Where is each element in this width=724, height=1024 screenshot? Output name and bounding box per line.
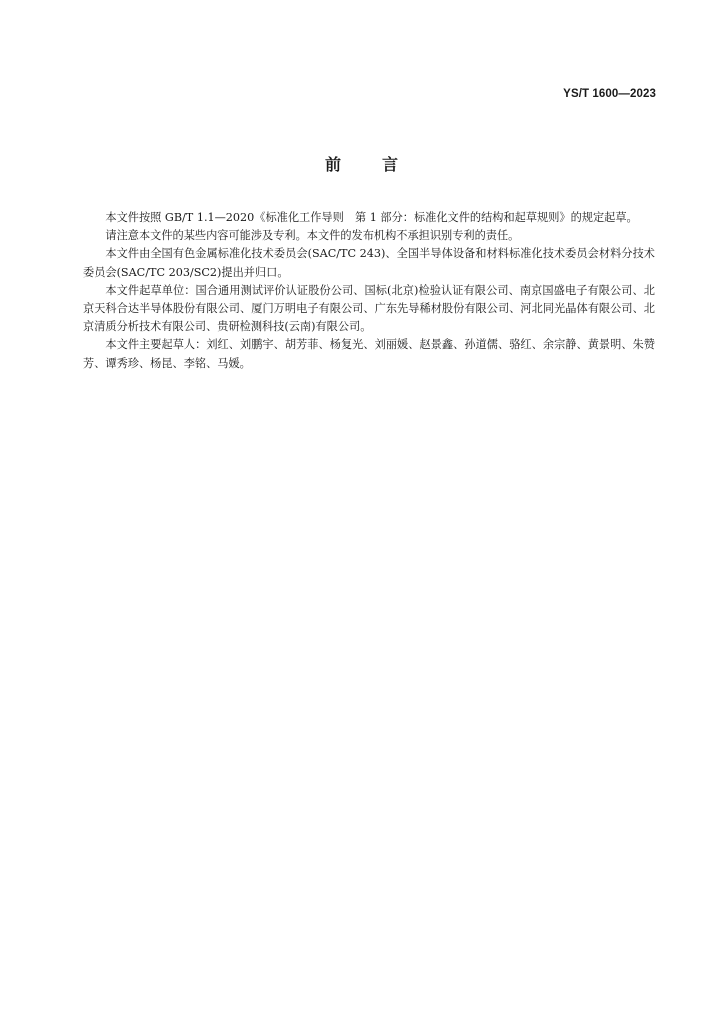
foreword-body — [83, 209, 655, 373]
title-part-2: 言 — [382, 155, 400, 174]
standard-number: YS/T 1600—2023 — [563, 88, 656, 100]
page-title — [0, 152, 724, 175]
paragraph-drafters: 本文件主要起草人：刘红、刘鹏宇、胡芳菲、杨复光、刘丽媛、赵景鑫、孙道儒、骆红、余宗静、黄景明、朱赞芳、谭秀珍、杨昆、李铭、马媛。 — [83, 338, 655, 370]
paragraph-proposer: 本文件由全国有色金属标准化技术委员会(SAC/TC 243)、全国半导体设备和材料标准化技术委员会材料分技术委员会(SAC/TC 203/SC2)提出并归口。 — [83, 247, 655, 279]
title-part-1: 前 — [324, 155, 342, 174]
paragraph-drafting-units: 本文件起草单位：国合通用测试评价认证股份公司、国标(北京)检验认证有限公司、南京国盛电子有限公司、北京天科合达半导体股份有限公司、厦门万明电子有限公司、广东先导稀材股份有限公司、河北同光晶体有限公司、北京清质分析技术有限公司、贵研检测科技(云南)有限公司。 — [83, 283, 655, 334]
paragraph-patent-notice: 请注意本文件的某些内容可能涉及专利。本文件的发布机构不承担识别专利的责任。 — [105, 229, 520, 243]
paragraph-drafting-rules: 本文件按照 GB/T 1.1—2020《标准化工作导则 第 1 部分：标准化文件的结构和起草规则》的规定起草。 — [105, 211, 638, 224]
